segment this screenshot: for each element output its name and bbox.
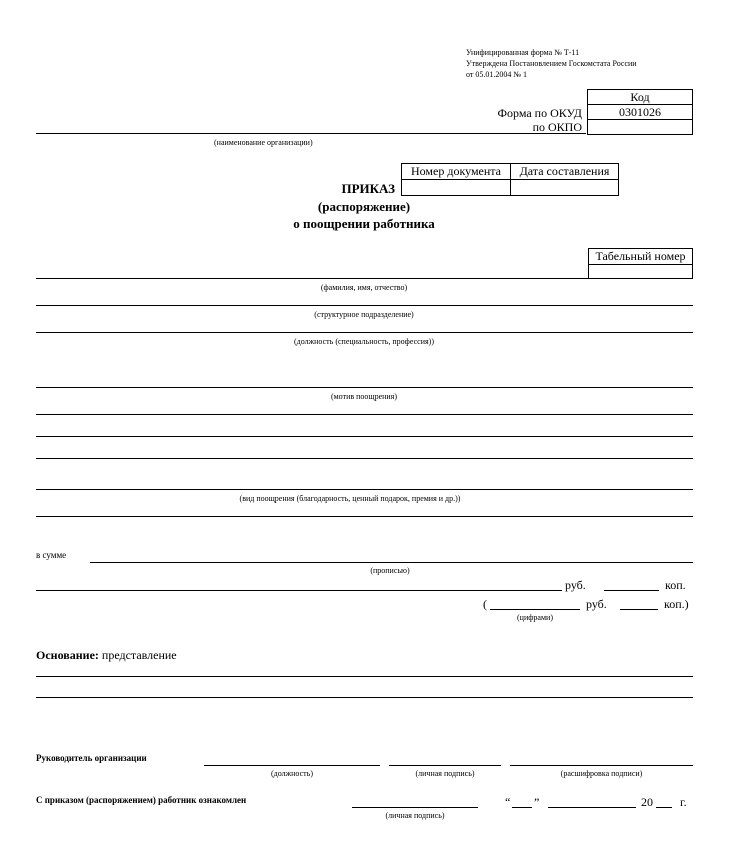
reward-kind-line-2[interactable]	[36, 516, 693, 517]
motive-line-4[interactable]	[36, 458, 693, 459]
head-sign-caption: (личная подпись)	[415, 769, 475, 778]
form-header-line3: от 05.01.2004 № 1	[466, 70, 528, 79]
fio-caption: (фамилия, имя, отчество)	[320, 283, 408, 292]
doc-number-header: Номер документа	[401, 163, 511, 180]
sum-digits-caption: (цифрами)	[517, 613, 553, 622]
head-sign-line[interactable]	[389, 765, 501, 766]
code-header-cell: Код	[587, 89, 693, 105]
sum-kop-line[interactable]	[604, 590, 659, 591]
basis-line-2[interactable]	[36, 697, 693, 698]
basis-label: Основание:	[36, 648, 99, 662]
head-position-line[interactable]	[204, 765, 380, 766]
position-caption: (должность (специальность, профессия))	[294, 337, 434, 346]
department-line[interactable]	[36, 305, 693, 306]
department-caption: (структурное подразделение)	[314, 310, 414, 319]
fio-line[interactable]	[36, 278, 588, 279]
position-line[interactable]	[36, 332, 693, 333]
sum-words-line-2[interactable]	[36, 590, 562, 591]
motive-line[interactable]	[36, 387, 693, 388]
doc-number-value[interactable]	[401, 179, 511, 196]
doc-date-header: Дата составления	[510, 163, 619, 180]
acquaint-year-suffix: г.	[680, 795, 687, 809]
acquaint-year-prefix: 20	[641, 795, 653, 809]
doc-date-value[interactable]	[510, 179, 619, 196]
head-decode-caption: (расшифровка подписи)	[560, 769, 643, 778]
motive-line-2[interactable]	[36, 414, 693, 415]
basis-line-1[interactable]	[36, 676, 693, 677]
order-subtitle: (распоряжение)	[317, 199, 411, 214]
okpo-code-cell[interactable]	[587, 119, 693, 135]
head-position-caption: (должность)	[271, 769, 313, 778]
acquaint-quote-open: “	[505, 795, 511, 809]
okud-code-cell[interactable]: 0301026	[587, 104, 693, 120]
sum-words-line[interactable]	[90, 562, 693, 563]
head-decode-line[interactable]	[510, 765, 693, 766]
okud-label: Форма по ОКУД	[497, 106, 582, 120]
form-header-line2: Утверждена Постановлением Госкомстата России	[466, 59, 637, 68]
sum-digits-kop-line[interactable]	[620, 609, 658, 610]
motive-caption: (мотив поощрения)	[330, 392, 398, 401]
acquaint-label: С приказом (распоряжением) работник ознакомлен	[36, 795, 247, 805]
organization-caption: (наименование организации)	[214, 138, 313, 147]
okpo-label: по ОКПО	[532, 120, 582, 134]
acquaint-quote-close: ”	[534, 795, 540, 809]
sum-rub-label: руб.	[565, 578, 586, 592]
basis-text: представление	[101, 648, 177, 662]
sum-digits-open-paren: (	[483, 597, 487, 611]
order-purpose: о поощрении работника	[293, 216, 435, 231]
form-header-line1: Унифицированная форма № Т-11	[466, 48, 580, 57]
head-label: Руководитель организации	[36, 753, 147, 763]
acquaint-sign-line[interactable]	[352, 807, 478, 808]
acquaint-sign-caption: (личная подпись)	[385, 811, 445, 820]
motive-line-3[interactable]	[36, 436, 693, 437]
tab-number-header: Табельный номер	[588, 248, 693, 265]
sum-digits-rub-line[interactable]	[490, 609, 580, 610]
order-title: ПРИКАЗ	[341, 181, 395, 196]
acquaint-month-line[interactable]	[548, 807, 636, 808]
acquaint-year-line[interactable]	[656, 807, 672, 808]
acquaint-day-line[interactable]	[512, 807, 532, 808]
sum-label: в сумме	[36, 550, 67, 560]
tab-number-value[interactable]	[588, 264, 693, 279]
organization-name-line[interactable]	[36, 133, 586, 134]
sum-digits-kop-label: коп.)	[664, 597, 689, 611]
reward-kind-caption: (вид поощрения (благодарность, ценный подарок, премия и др.))	[239, 494, 461, 503]
sum-kop-label: коп.	[665, 578, 686, 592]
basis-row	[36, 648, 177, 663]
sum-words-caption: (прописью)	[370, 566, 410, 575]
sum-digits-rub-label: руб.	[586, 597, 607, 611]
reward-kind-line[interactable]	[36, 489, 693, 490]
